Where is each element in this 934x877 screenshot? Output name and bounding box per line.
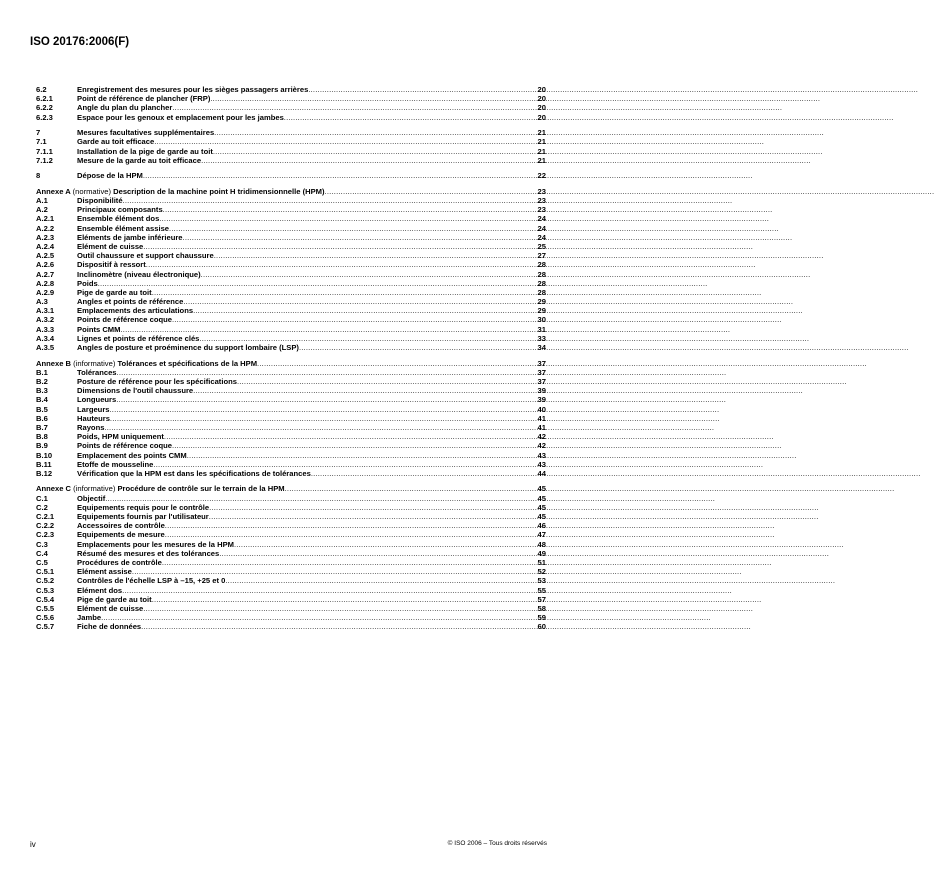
toc-entry-number: C.5.7 — [36, 622, 55, 632]
toc-entry-number: C.5.1 — [36, 567, 55, 577]
toc-entry-page: 37 — [537, 367, 546, 377]
toc-entry[interactable] — [36, 395, 546, 404]
toc-leader-dots — [122, 586, 536, 595]
toc-leader-dots — [98, 279, 537, 288]
toc-entry-title: Mesure de la garde au toit efficace — [77, 155, 202, 165]
toc-leader-dots — [234, 540, 537, 549]
toc-entry[interactable] — [36, 85, 546, 94]
toc-group — [36, 359, 546, 478]
toc-entry-number: A.2.5 — [36, 251, 55, 261]
toc-entry-page: 45 — [537, 512, 546, 522]
toc-entry-title: Eléments de jambe inférieure — [77, 232, 183, 242]
toc-entry-title: Equipements de mesure — [77, 530, 165, 540]
toc-leader-dots — [110, 405, 537, 414]
toc-entry-number: A.2 — [36, 205, 48, 215]
toc-leader-dots — [152, 595, 537, 604]
toc-entry-title — [36, 484, 285, 493]
toc-entry-page: 28 — [537, 269, 546, 279]
toc-leader-dots — [153, 460, 536, 469]
toc-entry-number: B.6 — [36, 413, 48, 423]
toc-entry-page: 29 — [537, 306, 546, 316]
toc-entry[interactable] — [36, 567, 546, 576]
toc-entry-page: 27 — [537, 251, 546, 261]
toc-entry-page: 40 — [537, 404, 546, 414]
toc-entry-title: Espace pour les genoux et emplacement pour les jambes — [77, 112, 284, 122]
toc-leader-dots — [213, 147, 537, 156]
toc-leader-dots — [201, 270, 537, 279]
toc-entry-page: 29 — [537, 297, 546, 307]
toc-entry[interactable] — [36, 128, 546, 137]
toc-entry-title: Mesures facultatives supplémentaires — [77, 128, 215, 138]
toc-entry-title: Enregistrement des mesures pour les sièges passagers arrières — [77, 85, 309, 94]
toc-entry-page: 30 — [537, 315, 546, 325]
toc-entry-title: Garde au toit efficace — [77, 137, 155, 147]
toc-entry-number: A.3.2 — [36, 315, 55, 325]
toc-leader-dots — [143, 171, 537, 180]
toc-entry[interactable] — [36, 279, 546, 288]
toc-entry[interactable] — [36, 441, 546, 450]
toc-leader-dots — [237, 377, 537, 386]
toc-leader-dots — [209, 512, 537, 521]
toc-entry[interactable] — [36, 224, 546, 233]
toc-entry-page: 22 — [537, 171, 546, 181]
toc-entry[interactable] — [36, 270, 546, 279]
toc-entry-page: 43 — [537, 450, 546, 460]
toc-entry-page: 44 — [537, 468, 546, 478]
toc-leader-dots — [193, 386, 536, 395]
toc-leader-dots — [141, 622, 536, 631]
toc-group — [36, 128, 546, 165]
toc-entry-page: 20 — [537, 103, 546, 113]
toc-entry-page: 42 — [537, 432, 546, 442]
toc-entry[interactable] — [36, 288, 546, 297]
toc-entry-page: 43 — [537, 459, 546, 469]
toc-entry-page: 31 — [537, 324, 546, 334]
toc-entry[interactable] — [36, 242, 546, 251]
toc-entry[interactable] — [36, 343, 546, 352]
toc-entry-number: 7 — [36, 128, 41, 138]
toc-entry[interactable] — [36, 325, 546, 334]
toc-entry-title — [36, 359, 257, 368]
toc-entry-page: 52 — [537, 567, 546, 577]
toc-entry[interactable] — [36, 414, 546, 423]
toc-entry-title: Dépose de la HPM — [77, 171, 143, 181]
toc-entry-page: 28 — [537, 287, 546, 297]
toc-entry-number: A.2.6 — [36, 260, 55, 270]
toc-entry-title: Ensemble élément dos — [77, 214, 160, 224]
toc-entry-page: 58 — [537, 603, 546, 613]
toc-entry-number: A.3 — [36, 297, 48, 307]
toc-entry-title: Résumé des mesures et des tolérances — [77, 548, 220, 558]
annex-title: Procédure de contrôle sur le terrain de la HPM — [117, 484, 285, 494]
toc-entry[interactable] — [36, 297, 546, 306]
toc-leader-dots — [164, 432, 537, 441]
toc-entry-title: Contrôles de l'échelle LSP à –15, +25 et 0 — [77, 576, 226, 586]
toc-entry-page: 21 — [537, 146, 546, 156]
toc-entry[interactable] — [36, 251, 546, 260]
toc-leader-dots — [104, 423, 536, 432]
toc-entry-title: Poids — [77, 278, 98, 288]
toc-leader-dots — [117, 368, 537, 377]
toc-entry-number: B.8 — [36, 432, 48, 442]
toc-entry-title: Elément dos — [77, 585, 123, 595]
toc-entry[interactable] — [36, 460, 546, 469]
toc-entry-title: Angle du plan du plancher — [77, 103, 173, 113]
toc-entry-number: A.2.3 — [36, 232, 55, 242]
toc-leader-dots — [132, 567, 537, 576]
toc-entry-title: Etoffe de mousseline — [77, 459, 154, 469]
toc-entry[interactable] — [36, 137, 546, 146]
toc-entry[interactable] — [36, 451, 546, 460]
toc-entry-page: 47 — [537, 530, 546, 540]
toc-entry[interactable] — [36, 469, 546, 478]
toc-annex-entry[interactable] — [36, 187, 546, 196]
annex-label: Annexe B — [36, 358, 72, 368]
toc-entry-title: Equipements requis pour le contrôle — [77, 502, 210, 512]
toc-entry[interactable] — [36, 549, 546, 558]
toc-entry[interactable] — [36, 595, 546, 604]
toc-leader-dots — [116, 395, 536, 404]
toc-entry-title: Pige de garde au toit — [77, 594, 152, 604]
toc-leader-dots — [146, 260, 537, 269]
toc-entry-number: B.11 — [36, 459, 52, 469]
toc-entry[interactable] — [36, 103, 546, 112]
toc-leader-dots — [214, 128, 536, 137]
toc-entry-title: Inclinomètre (niveau électronique) — [77, 269, 201, 279]
toc-entry-title: Angles et points de référence — [77, 297, 184, 307]
toc-entry-page: 23 — [537, 205, 546, 215]
toc-entry-page: 21 — [537, 155, 546, 165]
toc-entry[interactable] — [36, 377, 546, 386]
toc-leader-dots — [285, 484, 537, 493]
toc-leader-dots — [162, 558, 537, 567]
toc-leader-dots — [308, 85, 536, 94]
toc-entry-page: 60 — [537, 622, 546, 632]
toc-entry-title: Equipements fournis par l'utilisateur — [77, 512, 209, 522]
toc-entry-number: 8 — [36, 171, 41, 181]
toc-entry-page: 51 — [537, 557, 546, 567]
toc-entry-title: Points CMM — [77, 324, 121, 334]
toc-entry-title: Installation de la pige de garde au toit — [77, 146, 213, 156]
toc-leader-dots — [193, 306, 536, 315]
toc-entry-number: C.2 — [36, 502, 48, 512]
table-of-contents — [36, 85, 546, 638]
toc-entry[interactable] — [36, 306, 546, 315]
toc-leader-dots — [284, 113, 537, 122]
toc-leader-dots — [159, 214, 536, 223]
toc-entry[interactable] — [36, 586, 546, 595]
toc-entry-number: A.2.4 — [36, 241, 55, 251]
toc-entry-title: Points de référence coque — [77, 315, 172, 325]
toc-leader-dots — [143, 242, 536, 251]
toc-entry[interactable] — [36, 613, 546, 622]
annex-label: Annexe C — [36, 484, 72, 494]
toc-entry-title: Principaux composants — [77, 205, 163, 215]
toc-entry-title: Disponibilité — [77, 196, 123, 206]
toc-leader-dots — [183, 233, 537, 242]
toc-entry[interactable] — [36, 530, 546, 539]
toc-entry-number: C.5 — [36, 557, 48, 567]
toc-entry-number: 7.1.1 — [36, 146, 53, 156]
toc-leader-dots — [165, 521, 537, 530]
toc-leader-dots — [110, 414, 537, 423]
toc-leader-dots — [143, 604, 536, 613]
toc-entry-title: Hauteurs — [77, 413, 110, 423]
toc-entry-page: 37 — [537, 377, 546, 386]
toc-entry-title: Elément de cuisse — [77, 241, 144, 251]
annex-title: Description de la machine point H tridimensionnelle (HPM) — [113, 186, 325, 196]
annex-kind: (normative) — [72, 186, 111, 196]
toc-entry-page: 21 — [537, 137, 546, 147]
toc-entry-number: C.3 — [36, 539, 48, 549]
toc-leader-dots — [154, 137, 536, 146]
toc-entry-page: 39 — [537, 386, 546, 396]
toc-entry-number: C.5.6 — [36, 613, 55, 623]
toc-entry-title: Point de référence de plancher (FRP) — [77, 94, 211, 104]
toc-leader-dots — [219, 549, 536, 558]
toc-group — [36, 171, 546, 180]
toc-leader-dots — [101, 613, 536, 622]
toc-leader-dots — [152, 288, 537, 297]
annex-label: Annexe A — [36, 186, 71, 196]
toc-leader-dots — [165, 530, 537, 539]
toc-annex-entry[interactable] — [36, 359, 546, 368]
toc-entry-page: 20 — [537, 94, 546, 104]
toc-entry-title: Objectif — [77, 493, 106, 503]
toc-entry-number: C.2.3 — [36, 530, 55, 540]
toc-entry-page: 25 — [537, 241, 546, 251]
toc-leader-dots — [120, 325, 536, 334]
toc-entry[interactable] — [36, 196, 546, 205]
toc-entry[interactable] — [36, 315, 546, 324]
toc-entry-title: Points de référence coque — [77, 441, 172, 451]
toc-entry[interactable] — [36, 368, 546, 377]
toc-entry-number: C.2.2 — [36, 521, 55, 531]
toc-entry-page: 20 — [537, 112, 546, 122]
toc-group — [36, 484, 546, 631]
toc-group — [36, 85, 546, 122]
toc-entry-number: 6.2.2 — [36, 103, 53, 113]
toc-entry[interactable] — [36, 405, 546, 414]
toc-entry[interactable] — [36, 558, 546, 567]
toc-entry-title: Posture de référence pour les spécifications — [77, 377, 237, 386]
toc-entry[interactable] — [36, 494, 546, 503]
toc-entry-title: Emplacement des points CMM — [77, 450, 187, 460]
toc-entry-number: A.2.9 — [36, 287, 55, 297]
toc-entry-title: Emplacements pour les mesures de la HPM — [77, 539, 234, 549]
toc-entry-number: C.5.2 — [36, 576, 55, 586]
toc-leader-dots — [214, 251, 537, 260]
toc-entry[interactable] — [36, 205, 546, 214]
toc-entry-number: B.1 — [36, 367, 48, 377]
toc-entry-title: Longueurs — [77, 395, 117, 405]
toc-entry-title: Dimensions de l'outil chaussure — [77, 386, 194, 396]
toc-entry-number: B.7 — [36, 422, 48, 432]
toc-entry-title: Emplacements des articulations — [77, 306, 194, 316]
toc-entry[interactable] — [36, 540, 546, 549]
toc-entry-number: B.9 — [36, 441, 48, 451]
annex-kind: (informative) — [73, 484, 116, 494]
toc-entry-page: 41 — [537, 413, 546, 423]
toc-leader-dots — [199, 334, 536, 343]
toc-entry[interactable] — [36, 147, 546, 156]
toc-entry-page: 20 — [537, 85, 546, 94]
toc-entry-page: 28 — [537, 278, 546, 288]
toc-entry-page: 24 — [537, 232, 546, 242]
toc-entry[interactable] — [36, 94, 546, 103]
toc-entry-number: A.2.2 — [36, 223, 55, 233]
toc-entry-page: 59 — [537, 613, 546, 623]
toc-annex-entry[interactable] — [36, 484, 546, 493]
toc-entry-title: Rayons — [77, 422, 105, 432]
toc-entry-number: A.3.4 — [36, 333, 55, 343]
toc-leader-dots — [172, 441, 537, 450]
toc-entry-title: Outil chaussure et support chaussure — [77, 251, 214, 261]
toc-leader-dots — [299, 343, 537, 352]
toc-entry-title: Procédures de contrôle — [77, 557, 162, 567]
toc-entry-title: Lignes et points de référence clés — [77, 333, 200, 343]
toc-leader-dots — [187, 451, 537, 460]
toc-entry-title: Largeurs — [77, 404, 110, 414]
toc-entry[interactable] — [36, 423, 546, 432]
toc-entry-number: 6.2.1 — [36, 94, 53, 104]
toc-entry[interactable] — [36, 214, 546, 223]
toc-leader-dots — [209, 503, 536, 512]
toc-entry-title: Angles de posture et proéminence du support lombaire (LSP) — [77, 343, 299, 353]
toc-entry-number: C.5.4 — [36, 594, 55, 604]
toc-entry-title: Vérification que la HPM est dans les spécifications de tolérances — [77, 468, 311, 478]
toc-entry[interactable] — [36, 386, 546, 395]
toc-entry-page: 39 — [537, 395, 546, 405]
toc-entry-title: Accessoires de contrôle — [77, 521, 165, 531]
toc-entry[interactable] — [36, 576, 546, 585]
toc-leader-dots — [225, 576, 536, 585]
toc-entry-page: 23 — [537, 196, 546, 206]
toc-entry[interactable] — [36, 604, 546, 613]
toc-entry[interactable] — [36, 171, 546, 180]
toc-leader-dots — [311, 469, 537, 478]
toc-entry[interactable] — [36, 260, 546, 269]
toc-entry-number: 6.2 — [36, 85, 47, 94]
toc-entry-number: C.5.3 — [36, 585, 55, 595]
toc-entry-number: A.3.3 — [36, 324, 55, 334]
toc-entry[interactable] — [36, 233, 546, 242]
toc-entry-page: 42 — [537, 441, 546, 451]
toc-leader-dots — [105, 494, 536, 503]
toc-entry-number: B.2 — [36, 377, 48, 386]
toc-entry-page: 24 — [537, 223, 546, 233]
toc-entry-title: Jambe — [77, 613, 102, 623]
toc-entry-page: 33 — [537, 333, 546, 343]
toc-entry-number: B.12 — [36, 468, 53, 478]
toc-entry[interactable] — [36, 622, 546, 631]
toc-entry-title: Poids, HPM uniquement — [77, 432, 164, 442]
toc-entry[interactable] — [36, 512, 546, 521]
document-id-header: ISO 20176:2006(F) — [30, 36, 130, 48]
toc-entry-title — [36, 187, 325, 196]
annex-title: Tolérances et spécifications de la HPM — [117, 358, 258, 368]
copyright-notice: © ISO 2006 – Tous droits réservés — [447, 840, 547, 847]
toc-entry-title: Elément assise — [77, 567, 132, 577]
toc-leader-dots — [172, 315, 537, 324]
toc-entry-page: 41 — [537, 422, 546, 432]
toc-entry-number: C.2.1 — [36, 512, 55, 522]
toc-entry[interactable] — [36, 113, 546, 122]
toc-entry-number: C.4 — [36, 548, 48, 558]
toc-entry[interactable] — [36, 521, 546, 530]
toc-entry-number: B.5 — [36, 404, 48, 414]
toc-entry-number: B.4 — [36, 395, 48, 405]
toc-entry-title: Pige de garde au toit — [77, 287, 152, 297]
toc-entry-page: 45 — [537, 502, 546, 512]
toc-leader-dots — [123, 196, 537, 205]
toc-entry-page: 45 — [537, 493, 546, 503]
toc-entry-number: A.2.7 — [36, 269, 55, 279]
toc-entry-number: B.10 — [36, 450, 53, 460]
toc-group — [36, 187, 546, 352]
toc-entry-page: 37 — [537, 358, 546, 368]
toc-entry-title: Dispositif à ressort — [77, 260, 146, 270]
toc-entry-number: 7.1 — [36, 137, 47, 147]
toc-entry-page: 49 — [537, 548, 546, 558]
toc-entry-page: 24 — [537, 214, 546, 224]
toc-entry-page: 53 — [537, 576, 546, 586]
toc-entry-title: Tolérances — [77, 367, 117, 377]
toc-entry[interactable] — [36, 156, 546, 165]
toc-entry-page: 45 — [537, 484, 546, 494]
toc-entry-page: 28 — [537, 260, 546, 270]
toc-entry-number: A.2.1 — [36, 214, 55, 224]
toc-entry-page: 48 — [537, 539, 546, 549]
toc-entry-page: 55 — [537, 585, 546, 595]
toc-leader-dots — [183, 297, 536, 306]
toc-leader-dots — [257, 359, 537, 368]
toc-entry-page: 21 — [537, 128, 546, 138]
toc-entry-page: 23 — [537, 186, 546, 196]
toc-leader-dots — [201, 156, 536, 165]
page-number: iv — [30, 840, 36, 849]
toc-entry-page: 46 — [537, 521, 546, 531]
toc-entry-number: A.3.5 — [36, 343, 55, 353]
toc-leader-dots — [210, 94, 536, 103]
toc-entry-number: 6.2.3 — [36, 112, 53, 122]
toc-entry-title: Elément de cuisse — [77, 603, 144, 613]
toc-leader-dots — [325, 187, 537, 196]
toc-entry-page: 34 — [537, 343, 546, 353]
toc-entry-page: 57 — [537, 594, 546, 604]
toc-entry-number: C.1 — [36, 493, 48, 503]
toc-entry-number: A.1 — [36, 196, 48, 206]
toc-entry[interactable] — [36, 432, 546, 441]
toc-entry-number: 7.1.2 — [36, 155, 53, 165]
toc-leader-dots — [163, 205, 537, 214]
annex-kind: (informative) — [73, 358, 116, 368]
toc-leader-dots — [172, 103, 536, 112]
toc-entry[interactable] — [36, 334, 546, 343]
toc-entry-number: A.3.1 — [36, 306, 55, 316]
toc-entry-number: A.2.8 — [36, 278, 55, 288]
toc-entry-title: Ensemble élément assise — [77, 223, 170, 233]
toc-entry-title: Fiche de données — [77, 622, 142, 632]
toc-entry[interactable] — [36, 503, 546, 512]
toc-leader-dots — [169, 224, 537, 233]
toc-entry-number: C.5.5 — [36, 603, 55, 613]
toc-entry-number: B.3 — [36, 386, 48, 396]
